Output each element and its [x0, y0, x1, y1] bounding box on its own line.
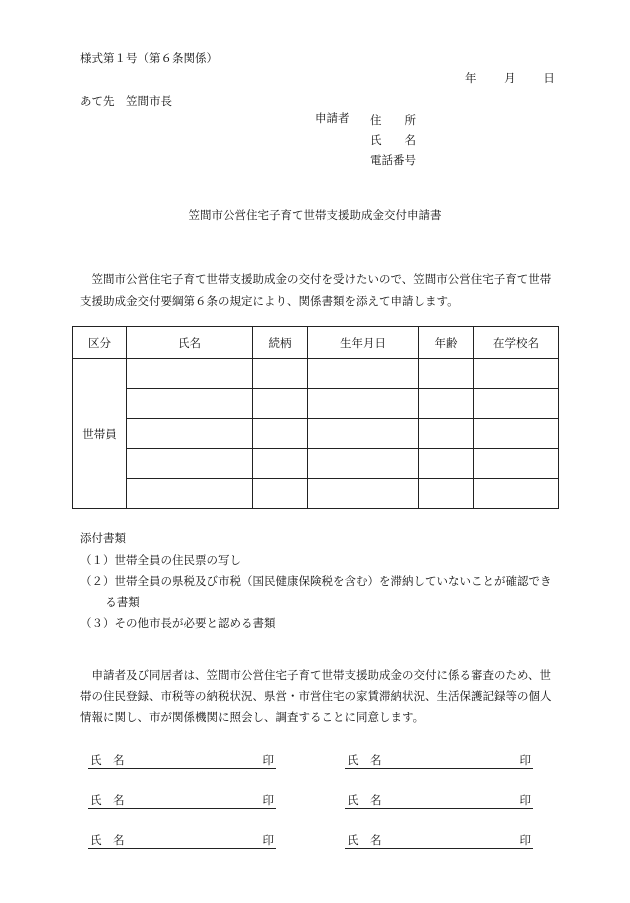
phone-label: 電話番号 — [370, 153, 416, 167]
age-cell[interactable] — [419, 419, 474, 449]
table-row — [73, 479, 559, 509]
birthdate-cell[interactable] — [308, 359, 419, 389]
table-row — [73, 449, 559, 479]
applicant-fields — [370, 110, 416, 170]
header-relationship: 続柄 — [253, 327, 308, 359]
signature-line[interactable] — [88, 792, 276, 809]
seal-mark: 印 — [262, 753, 274, 767]
school-cell[interactable] — [474, 479, 559, 509]
birthdate-cell[interactable] — [308, 389, 419, 419]
form-number: 様式第１号（第６条関係） — [80, 51, 218, 65]
school-cell[interactable] — [474, 389, 559, 419]
signature-name-label: 氏 名 — [347, 753, 382, 767]
header-age: 年齢 — [419, 327, 474, 359]
age-cell[interactable] — [419, 479, 474, 509]
signature-line[interactable] — [88, 832, 276, 849]
signature-line[interactable] — [345, 752, 533, 769]
applicant-label: 申請者 — [315, 111, 350, 125]
relationship-cell[interactable] — [253, 479, 308, 509]
age-cell[interactable] — [419, 359, 474, 389]
school-cell[interactable] — [474, 419, 559, 449]
signature-name-label: 氏 名 — [90, 753, 125, 767]
seal-mark: 印 — [262, 833, 274, 847]
signature-line[interactable] — [88, 752, 276, 769]
attachment-item: （３）その他市長が必要と認める書類 — [80, 616, 276, 630]
attachments-title: 添付書類 — [80, 531, 126, 545]
seal-mark: 印 — [519, 753, 531, 767]
day-label: 日 — [543, 71, 555, 85]
signature-name-label: 氏 名 — [347, 793, 382, 807]
table-row — [73, 419, 559, 449]
birthdate-cell[interactable] — [308, 419, 419, 449]
table-header-row — [73, 327, 559, 359]
age-cell[interactable] — [419, 389, 474, 419]
consent-text: 申請者及び同居者は、笠間市公営住宅子育て世帯支援助成金の交付に係る審査のため、世帯の住民登録、市税等の納税状況、県営・市営住宅の家賃滞納状況、生活保護記録等の個人情報に関し、市が関係機関に照会し、調査することに同意します。 — [80, 668, 552, 724]
name-cell[interactable] — [127, 449, 253, 479]
birthdate-cell[interactable] — [308, 449, 419, 479]
year-label: 年 — [465, 71, 477, 85]
header-birthdate: 生年月日 — [308, 327, 419, 359]
attachments-list — [80, 550, 560, 634]
name-cell[interactable] — [127, 419, 253, 449]
relationship-cell[interactable] — [253, 419, 308, 449]
seal-mark: 印 — [519, 793, 531, 807]
table-row — [73, 359, 559, 389]
month-label: 月 — [504, 71, 516, 85]
name-cell[interactable] — [127, 479, 253, 509]
household-members-table — [72, 326, 559, 509]
header-category: 区分 — [73, 327, 127, 359]
school-cell[interactable] — [474, 449, 559, 479]
document-title: 笠間市公営住宅子育て世帯支援助成金交付申請書 — [188, 208, 442, 222]
birthdate-cell[interactable] — [308, 479, 419, 509]
seal-mark: 印 — [262, 793, 274, 807]
signature-name-label: 氏 名 — [90, 793, 125, 807]
school-cell[interactable] — [474, 359, 559, 389]
address-label: 住 所 — [370, 113, 416, 127]
age-cell[interactable] — [419, 449, 474, 479]
household-members-label: 世帯員 — [73, 359, 127, 509]
date-line — [465, 70, 555, 86]
name-label: 氏 名 — [370, 133, 416, 147]
header-school: 在学校名 — [474, 327, 559, 359]
attachment-item: （１）世帯全員の住民票の写し — [80, 553, 241, 567]
signature-line[interactable] — [345, 832, 533, 849]
name-cell[interactable] — [127, 389, 253, 419]
seal-mark: 印 — [519, 833, 531, 847]
name-cell[interactable] — [127, 359, 253, 389]
addressee: あて先 笠間市長 — [80, 94, 172, 108]
relationship-cell[interactable] — [253, 359, 308, 389]
attachment-item: （２）世帯全員の県税及び市税（国民健康保険税を含む）を滞納していないことが確認できる書類 — [80, 574, 552, 609]
signature-line[interactable] — [345, 792, 533, 809]
header-name: 氏名 — [127, 327, 253, 359]
signature-name-label: 氏 名 — [347, 833, 382, 847]
relationship-cell[interactable] — [253, 449, 308, 479]
table-row — [73, 389, 559, 419]
application-text: 笠間市公営住宅子育て世帯支援助成金の交付を受けたいので、笠間市公営住宅子育て世帯支援助成金交付要綱第６条の規定により、関係書類を添えて申請します。 — [80, 272, 552, 308]
relationship-cell[interactable] — [253, 389, 308, 419]
signature-name-label: 氏 名 — [90, 833, 125, 847]
